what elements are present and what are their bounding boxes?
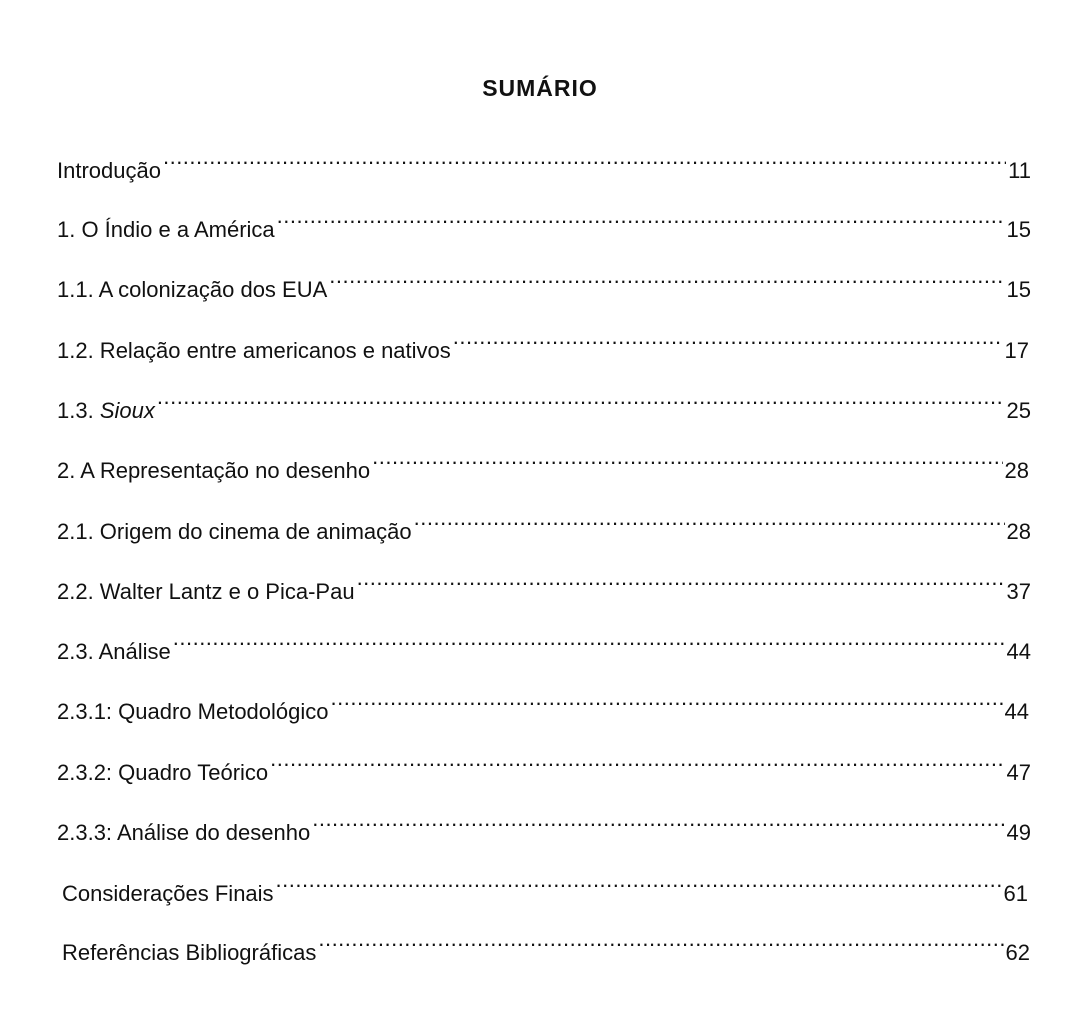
toc-entry-label: 1.1. A colonização dos EUA (57, 277, 328, 302)
toc-entry-page: 25 (1006, 398, 1031, 423)
toc-entry (57, 629, 1031, 667)
toc-dot-leader (357, 569, 1005, 599)
toc-entry-label: Referências Bibliográficas (62, 940, 317, 965)
toc-entry-label (57, 396, 155, 426)
toc-dot-leader (277, 207, 1005, 237)
toc-entry (57, 448, 1029, 486)
toc-dot-leader (157, 388, 1005, 418)
toc-dot-leader (331, 689, 1003, 719)
toc-entry (57, 750, 1031, 788)
toc-entry (57, 207, 1031, 245)
toc-entry-page: 62 (1005, 940, 1030, 965)
toc-entry-page: 47 (1006, 760, 1031, 785)
toc-entry-label: 1. O Índio e a América (57, 217, 275, 242)
toc-dot-leader (312, 810, 1004, 840)
toc-dot-leader (276, 871, 1002, 901)
toc-dot-leader (163, 148, 1006, 178)
toc-entry (62, 871, 1028, 909)
toc-dot-leader (453, 328, 1003, 358)
toc-entry-page: 49 (1006, 820, 1031, 845)
toc-entry-page: 15 (1006, 277, 1031, 302)
toc-dot-leader (329, 267, 1004, 297)
toc-entry-label: 2.1. Origem do cinema de animação (57, 519, 412, 544)
toc-entry (57, 148, 1031, 186)
toc-entry-page: 28 (1006, 519, 1031, 544)
toc-entry-label: 1.2. Relação entre americanos e nativos (57, 338, 451, 363)
toc-entry-page: 28 (1004, 458, 1029, 483)
toc-entry-label: 2.3. Análise (57, 639, 171, 664)
toc-entry-page: 15 (1006, 217, 1031, 242)
toc-entry (57, 810, 1031, 848)
toc-entry-italic-text: Sioux (99, 398, 155, 423)
page-title: SUMÁRIO (482, 75, 598, 101)
toc-entry (57, 689, 1029, 727)
toc-dot-leader (318, 930, 1003, 960)
toc-entry-label: 2.2. Walter Lantz e o Pica-Pau (57, 579, 355, 604)
toc-entry (62, 930, 1030, 968)
toc-entry-label: 2.3.2: Quadro Teórico (57, 760, 269, 785)
toc-dot-leader (372, 448, 1002, 478)
toc-dot-leader (173, 629, 1005, 659)
toc-entry-label: 2.3.3: Análise do desenho (57, 820, 311, 845)
toc-entry-page: 17 (1004, 338, 1029, 363)
toc-entry (57, 328, 1029, 366)
toc-entry (57, 569, 1031, 607)
toc-entry-page: 37 (1006, 579, 1031, 604)
toc-dot-leader (414, 509, 1005, 539)
toc-entry-page: 61 (1003, 881, 1028, 906)
toc-entry (57, 388, 1031, 426)
toc-entry-label: 2.3.1: Quadro Metodológico (57, 699, 329, 724)
toc-entry-page: 11 (1008, 158, 1031, 183)
toc-entry-label: Introdução (57, 158, 161, 183)
toc-entry-label: Considerações Finais (62, 881, 274, 906)
toc-entry-page: 44 (1006, 639, 1031, 664)
toc-entry (57, 267, 1031, 305)
toc-entry-label: 2. A Representação no desenho (57, 458, 371, 483)
toc-dot-leader (270, 750, 1004, 780)
toc-entry-number: 1.3. (57, 398, 100, 423)
toc-entry (57, 509, 1031, 547)
toc-entry-page: 44 (1004, 699, 1029, 724)
